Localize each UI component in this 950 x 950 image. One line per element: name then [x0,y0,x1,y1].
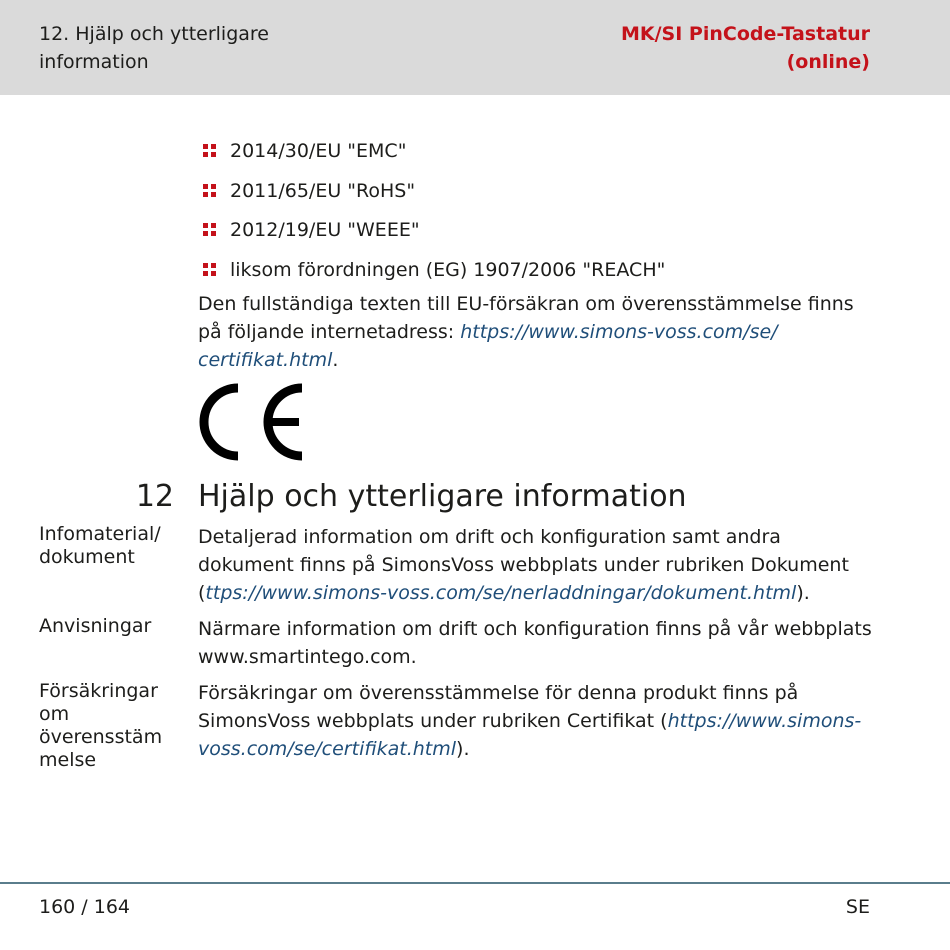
forsakringar-line2 [198,707,878,735]
anvisningar-paragraph [198,615,878,671]
list-item-text: liksom förordningen (EG) 1907/2006 "REACH" [230,258,666,281]
forsakringar-paragraph [198,679,878,763]
bullet-icon [203,184,216,197]
footer-divider [0,882,950,884]
list-item [203,176,665,216]
anvisningar-label: Anvisningar [39,615,152,637]
declaration-line3 [198,346,878,374]
directive-list [203,136,665,294]
page-header [0,0,950,95]
list-item-text: 2011/65/EU "RoHS" [230,179,416,202]
declaration-line1: Den fullständiga texten till EU-försäkran om överensstämmelse finns [198,293,854,315]
info-paragraph [198,523,878,607]
certificate-link-part1[interactable]: https://www.simons-voss.com/se/ [460,321,778,343]
info-line1: Detaljerad information om drift och konfiguration samt andra [198,526,781,548]
list-item [203,255,665,295]
forsakringar-label [39,680,189,772]
info-open-paren: ( [198,582,206,604]
chapter-title [39,20,339,76]
forsakringar-line1: Försäkringar om överensstämmelse för denna produkt finns på [198,682,799,704]
chapter-title-line1: 12. Hjälp och ytterligare [39,23,269,45]
certificates-link-part2[interactable]: voss.com/se/certifikat.html [198,738,457,760]
declaration-suffix: . [332,349,339,371]
list-item-text: 2014/30/EU "EMC" [230,140,407,162]
forsakringar-line3 [198,735,878,763]
documents-link[interactable]: ttps://www.simons-voss.com/se/nerladdningar/dokument.html [205,582,797,604]
forsakringar-label-line1: Försäkringar [39,680,158,702]
info-close-paren: ). [796,582,810,604]
forsakringar-label-line2: om [39,703,70,725]
page-number: 160 / 164 [39,896,131,918]
list-item [203,136,665,176]
forsakringar-label-line3: överensstäm [39,726,163,748]
bullet-icon [203,263,216,276]
anvisningar-line2: www.smartintego.com. [198,646,417,668]
certificates-link-part1[interactable]: https://www.simons- [667,710,862,732]
info-label [39,523,189,569]
list-item-text: 2012/19/EU "WEEE" [230,219,420,241]
info-line3 [198,579,878,607]
list-item [203,215,665,255]
product-title-line1: MK/SI PinCode-Tastatur [620,23,870,45]
anvisningar-line1: Närmare information om drift och konfiguration finns på vår webbplats [198,618,872,640]
section-number: 12 [135,479,174,514]
bullet-icon [203,144,216,157]
declaration-line2-prefix: på följande internetadress: [198,321,461,343]
forsakringar-close-paren: ). [456,738,470,760]
section-title: Hjälp och ytterligare information [198,479,687,514]
certificate-link-part2[interactable]: certifikat.html [198,349,333,371]
ce-mark-icon [197,382,307,462]
bullet-icon [203,223,216,236]
forsakringar-line2-prefix: SimonsVoss webbplats under rubriken Certifikat ( [198,710,668,732]
info-label-line2: dokument [39,546,135,568]
language-code: SE [845,896,870,918]
info-line2: dokument finns på SimonsVoss webbplats under rubriken Dokument [198,554,849,576]
declaration-line2 [198,318,878,346]
declaration-paragraph [198,290,878,374]
forsakringar-label-line4: melse [39,749,97,771]
chapter-title-line2: information [39,51,149,73]
product-title-line2: (online) [786,51,870,73]
info-label-line1: Infomaterial/ [39,523,161,545]
product-title [470,20,870,76]
